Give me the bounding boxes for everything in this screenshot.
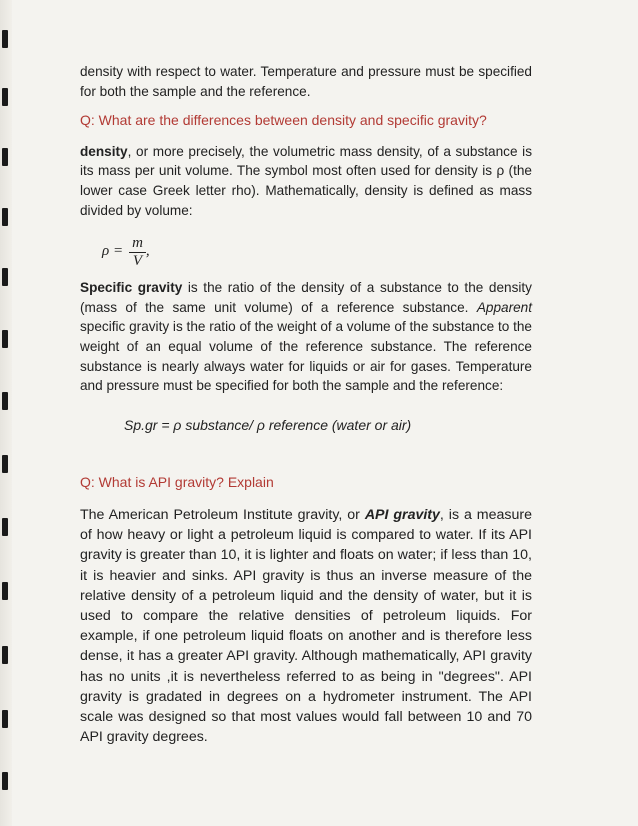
formula-numerator: m bbox=[129, 235, 146, 253]
specific-gravity-term: Specific gravity bbox=[80, 280, 183, 296]
density-definition: , or more precisely, the volumetric mass density, of a substance is its mass per unit volume. The symbol most often used for density is ρ (the lower case Greek letter rho). Mathematically, density is defined as mass divided by volume: bbox=[80, 143, 532, 218]
formula-tail: , bbox=[145, 243, 150, 260]
specific-gravity-formula: Sp.gr = ρ substance/ ρ reference (water or air) bbox=[124, 416, 412, 433]
question-density-vs-specific-gravity: Q: What are the differences between density and specific gravity? bbox=[80, 112, 487, 129]
formula-lhs: ρ = bbox=[102, 243, 124, 260]
api-gravity-term: API gravity bbox=[364, 506, 440, 523]
formula-denominator: V bbox=[132, 252, 143, 269]
intro-paragraph: density with respect to water. Temperature and pressure must be specified for both the sample and the reference. bbox=[80, 64, 532, 99]
formula-fraction bbox=[129, 235, 146, 270]
api-text-part1: The American Petroleum Institute gravity, or bbox=[80, 506, 365, 523]
specific-gravity-paragraph bbox=[80, 278, 532, 396]
question-api-gravity: Q: What is API gravity? Explain bbox=[80, 474, 274, 491]
binder-holes bbox=[0, 0, 12, 826]
sg-text-part1: is the ratio of the density of a substance to the density (mass of the same unit volume) of a reference substance. bbox=[80, 280, 532, 315]
api-text-part2: , is a measure of how heavy or light a petroleum liquid is compared to water. If its API gravity is greater than 10, it is lighter and floats on water; if less than 10, it is heavier and sinks. API gravity is thus an inverse measure of the relative density of a petroleum liquid and the density of water, but it is used to compare the relative densities of petroleum liquids. For example, if one petroleum liquid floats on another and is therefore less dense, it has a greater API gravity. Although mathematically, API gravity has no units ,it is nevertheless referred to as being in "degrees". API gravity is gradated in degrees on a hydrometer instrument. The API scale was designed so that most values would fall between 10 and 70 API gravity degrees. bbox=[80, 506, 532, 746]
document-page bbox=[80, 62, 532, 747]
apparent-term: Apparent bbox=[476, 299, 532, 315]
sg-text-part2: specific gravity is the ratio of the weight of a volume of the substance to the weight of an equal volume of the reference substance. The reference substance is nearly always water for liquids or air for gases. Temperature and pressure must be specified for both the sample and the reference: bbox=[80, 319, 532, 394]
density-formula bbox=[102, 232, 532, 272]
api-gravity-paragraph bbox=[80, 505, 532, 747]
density-term: density bbox=[80, 143, 128, 159]
density-paragraph bbox=[80, 142, 532, 220]
